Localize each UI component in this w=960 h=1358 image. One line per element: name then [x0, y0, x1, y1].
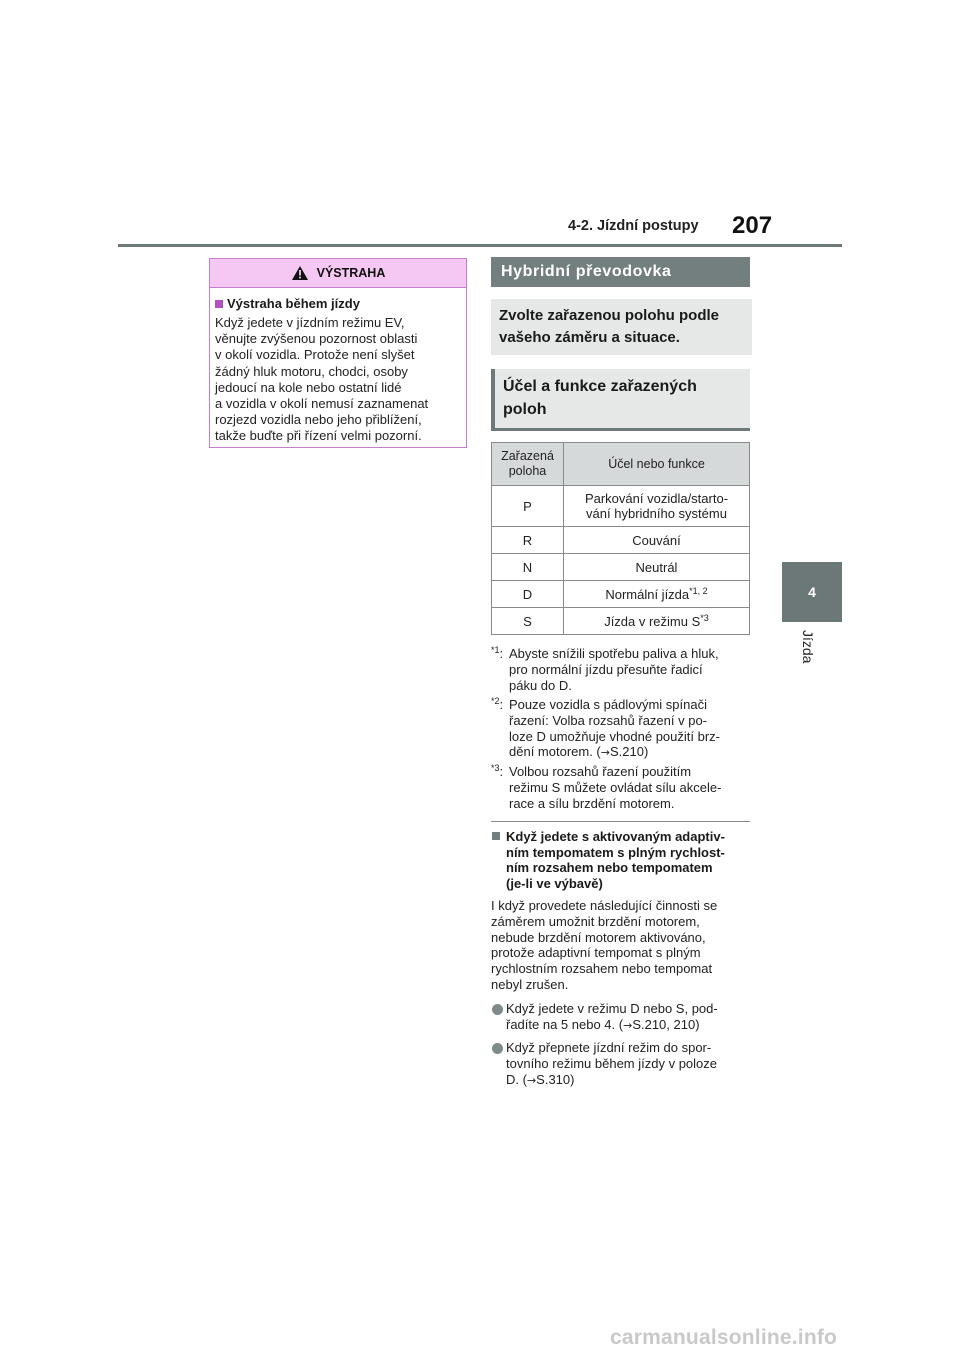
cell-function [564, 581, 750, 608]
column-header-function: Účel nebo funkce [564, 443, 750, 486]
instruction-heading-line: vašeho záměru a situace. [499, 329, 680, 346]
square-bullet-icon [215, 300, 223, 308]
footnote-line: Volbou rozsahů řazení použitím [509, 764, 692, 779]
gear-positions-table [491, 442, 750, 635]
body-line: nebyl zrušen. [491, 976, 569, 992]
warning-line: takže buďte při řízení velmi pozorní. [215, 428, 422, 444]
chapter-label-text: Jízda [800, 630, 816, 664]
bullet-line-part: řadíte na 5 nebo 4. ( [506, 1016, 624, 1032]
round-bullet-icon [492, 1043, 503, 1054]
body-line: nebude brzdění motorem aktivováno, [491, 929, 706, 945]
table-header-row [492, 443, 750, 486]
footnote-line: režimu S můžete ovládat sílu akcele- [509, 779, 722, 795]
footnote-line: race a sílu brzdění motorem. [509, 795, 675, 811]
footnote-ref: *1, 2 [689, 585, 708, 596]
divider [491, 821, 750, 822]
bullet-item [491, 1040, 753, 1088]
cell-function-line: Parkování vozidla/starto- [584, 491, 729, 506]
header-rule [118, 244, 842, 247]
hybrid-transmission-heading: Hybridní převodovka [491, 257, 750, 287]
footnote-line: loze D umožňuje vhodné použití brz- [509, 728, 721, 744]
page-number: 207 [732, 212, 773, 239]
footnote-text [509, 646, 753, 693]
cell-function: Neutrál [564, 554, 750, 581]
bullet-text [506, 1001, 753, 1034]
positions-heading-line: poloh [503, 401, 547, 418]
warning-line: žádný hluk motoru, chodci, osoby [215, 363, 408, 379]
subsection-heading-line: ním tempomatem s plným rychlost- [506, 844, 725, 860]
bullet-line-part: S.210, 210) [632, 1016, 700, 1032]
body-line: záměrem umožnit brzdění motorem, [491, 913, 700, 929]
footnote-mark-text: *3 [491, 763, 500, 773]
table-row [492, 554, 750, 581]
bullet-line [506, 1017, 753, 1034]
footnote-mark [491, 764, 503, 780]
bullet-item [491, 1001, 753, 1034]
table-row [492, 608, 750, 635]
cell-function [564, 608, 750, 635]
bullet-line: tovního režimu během jízdy v poloze [506, 1055, 717, 1071]
footnote-line [509, 744, 753, 761]
footnote-line-part: dění motorem. ( [509, 744, 601, 760]
positions-heading [491, 369, 750, 431]
bullet-line [506, 1072, 753, 1089]
arrow-icon: → [623, 1018, 633, 1032]
positions-heading-line: Účel a funkce zařazených [503, 378, 697, 395]
warning-triangle-icon [291, 265, 309, 281]
warning-line: Když jedete v jízdním režimu EV, [215, 315, 405, 330]
warning-line: rozjezd vozidla nebo jeho přiblížení, [215, 412, 422, 428]
warning-box [209, 258, 467, 448]
warning-line: jedoucí na kole nebo ostatní lidé [215, 379, 402, 395]
bullet-text [506, 1040, 753, 1088]
subsection-heading-line: (je-li ve výbavě) [506, 875, 603, 891]
cell-position: D [492, 581, 564, 608]
warning-line: a vozidla v okolí nemusí zaznamenat [215, 396, 429, 412]
footnote-mark-text: *1 [491, 645, 500, 655]
section-title: 4-2. Jízdní postupy [568, 218, 699, 234]
footnote-mark-text: *2 [491, 696, 500, 706]
cell-function-text: Jízda v režimu S [604, 613, 701, 629]
cell-function-text: Normální jízda [605, 586, 690, 602]
footnote-2 [491, 697, 753, 761]
arrow-icon: → [526, 1073, 537, 1087]
cell-position: P [492, 486, 564, 527]
bullet-line-part: D. ( [506, 1071, 527, 1087]
bullet-line: Když přepnete jízdní režim do spor- [506, 1040, 712, 1055]
warning-header [210, 259, 466, 288]
footnote-sep: : [499, 764, 504, 779]
subsection-heading-text [506, 829, 753, 891]
footnote-line: řazení: Volba rozsahů řazení v po- [509, 712, 708, 728]
table-row [492, 486, 750, 527]
cell-function-line: vání hybridního systému [586, 506, 727, 521]
footnote-mark [491, 646, 503, 662]
column-header-position-line: poloha [508, 464, 547, 478]
footnote-ref: *3 [700, 612, 709, 623]
footnote-line: páku do D. [509, 677, 572, 693]
square-bullet-icon [492, 832, 500, 840]
warning-line: v okolí vozidla. Protože není slyšet [215, 347, 415, 363]
warning-text [215, 315, 460, 445]
subsection-heading [491, 829, 753, 891]
warning-subheading [215, 296, 466, 311]
cell-function [564, 486, 750, 527]
column-header-position [492, 443, 564, 486]
subsection-heading-line: ním rozsahem nebo tempomatem [506, 860, 713, 876]
footnote-3 [491, 764, 753, 811]
footnote-1 [491, 646, 753, 693]
footnote-sep: : [499, 646, 504, 661]
bullet-line-part: S.310) [536, 1071, 575, 1087]
footnote-line: pro normální jízdu přesuňte řadicí [509, 661, 703, 677]
chapter-label [798, 630, 818, 670]
warning-title: VÝSTRAHA [316, 266, 386, 280]
cell-position: S [492, 608, 564, 635]
footnote-line-part: S.210) [609, 744, 649, 760]
round-bullet-icon [492, 1004, 503, 1015]
warning-subheading-text: Výstraha během jízdy [227, 296, 360, 311]
cell-position: N [492, 554, 564, 581]
footnote-mark [491, 697, 503, 713]
subsection-heading-line: Když jedete s aktivovaným adaptiv- [506, 829, 725, 844]
arrow-icon: → [600, 746, 610, 760]
instruction-heading [491, 299, 752, 355]
cell-function: Couvání [564, 527, 750, 554]
subsection-body [491, 898, 753, 993]
footnote-text [509, 697, 753, 761]
footnote-text [509, 764, 753, 811]
footnote-line: Abyste snížili spotřebu paliva a hluk, [509, 646, 719, 661]
body-line: protože adaptivní tempomat s plným [491, 945, 701, 961]
instruction-heading-line: Zvolte zařazenou polohu podle [499, 307, 720, 324]
warning-line: věnujte zvýšenou pozornost oblasti [215, 331, 418, 347]
watermark: carmanualsonline.info [610, 1326, 838, 1349]
cell-position: R [492, 527, 564, 554]
footnote-sep: : [499, 697, 504, 712]
body-line: rychlostním rozsahem nebo tempomat [491, 961, 713, 977]
bullet-line: Když jedete v režimu D nebo S, pod- [506, 1001, 718, 1016]
column-header-position-line: Zařazená [501, 449, 554, 463]
table-row [492, 527, 750, 554]
table-row [492, 581, 750, 608]
body-line: I když provedete následující činnosti se [491, 898, 718, 913]
footnote-line: Pouze vozidla s pádlovými spínači [509, 697, 707, 712]
chapter-tab: 4 [782, 562, 842, 622]
